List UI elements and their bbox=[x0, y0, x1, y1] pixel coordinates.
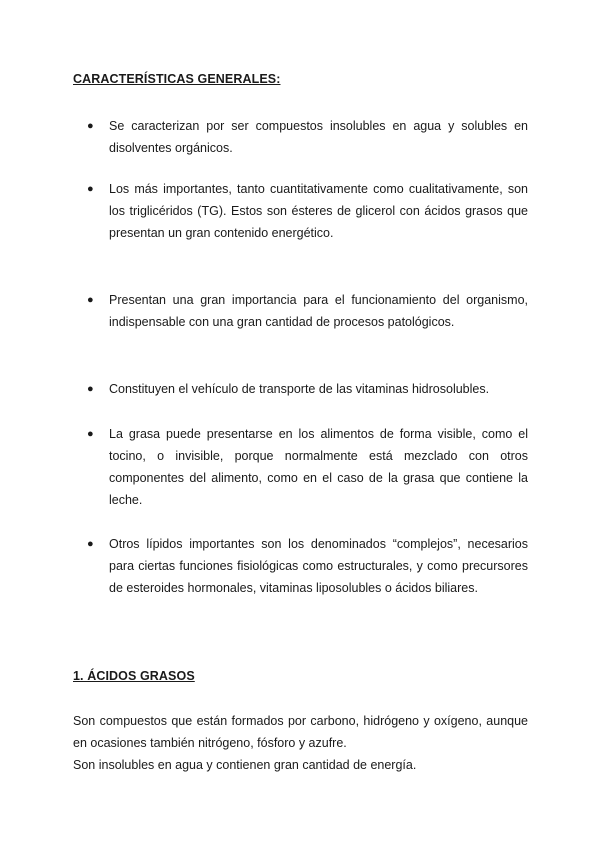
list-item-text: La grasa puede presentarse en los alimentos de forma visible, como el tocino, o invisible, porque normalmente está mezclado con otros componentes del alimento, como en el caso de la grasa que contiene la leche. bbox=[109, 427, 528, 507]
list-item bbox=[87, 423, 528, 511]
list-item-text: Otros lípidos importantes son los denominados “complejos”, necesarios para ciertas funciones fisiológicas como estructurales, y como precursores de esteroides hormonales, vitaminas liposolubles o ácidos biliares. bbox=[109, 537, 528, 595]
section-heading-acidos-grasos: 1. ÁCIDOS GRASOS bbox=[73, 669, 195, 683]
bullet-icon: ● bbox=[87, 294, 94, 306]
paragraph: Son compuestos que están formados por carbono, hidrógeno y oxígeno, aunque en ocasiones también nitrógeno, fósforo y azufre. bbox=[73, 714, 528, 750]
bullet-icon: ● bbox=[87, 120, 94, 132]
bullet-icon: ● bbox=[87, 183, 94, 195]
list-item-text: Los más importantes, tanto cuantitativamente como cualitativamente, son los triglicéridos (TG). Estos son ésteres de glicerol con ácidos grasos que presentan un gran contenido energético. bbox=[109, 182, 528, 240]
list-item bbox=[87, 289, 528, 333]
list-item bbox=[87, 378, 528, 400]
section-heading-caracteristicas: CARACTERÍSTICAS GENERALES: bbox=[73, 72, 281, 86]
list-item bbox=[87, 115, 528, 159]
bullet-icon: ● bbox=[87, 538, 94, 550]
list-item-text: Se caracterizan por ser compuestos insolubles en agua y solubles en disolventes orgánicos. bbox=[109, 119, 528, 155]
bullet-icon: ● bbox=[87, 383, 94, 395]
list-item-text: Presentan una gran importancia para el funcionamiento del organismo, indispensable con una gran cantidad de procesos patológicos. bbox=[109, 293, 528, 329]
list-item-text: Constituyen el vehículo de transporte de las vitaminas hidrosolubles. bbox=[109, 382, 490, 396]
list-item bbox=[87, 178, 528, 244]
list-item bbox=[87, 533, 528, 599]
bullet-icon: ● bbox=[87, 428, 94, 440]
paragraph: Son insolubles en agua y contienen gran cantidad de energía. bbox=[73, 758, 417, 772]
